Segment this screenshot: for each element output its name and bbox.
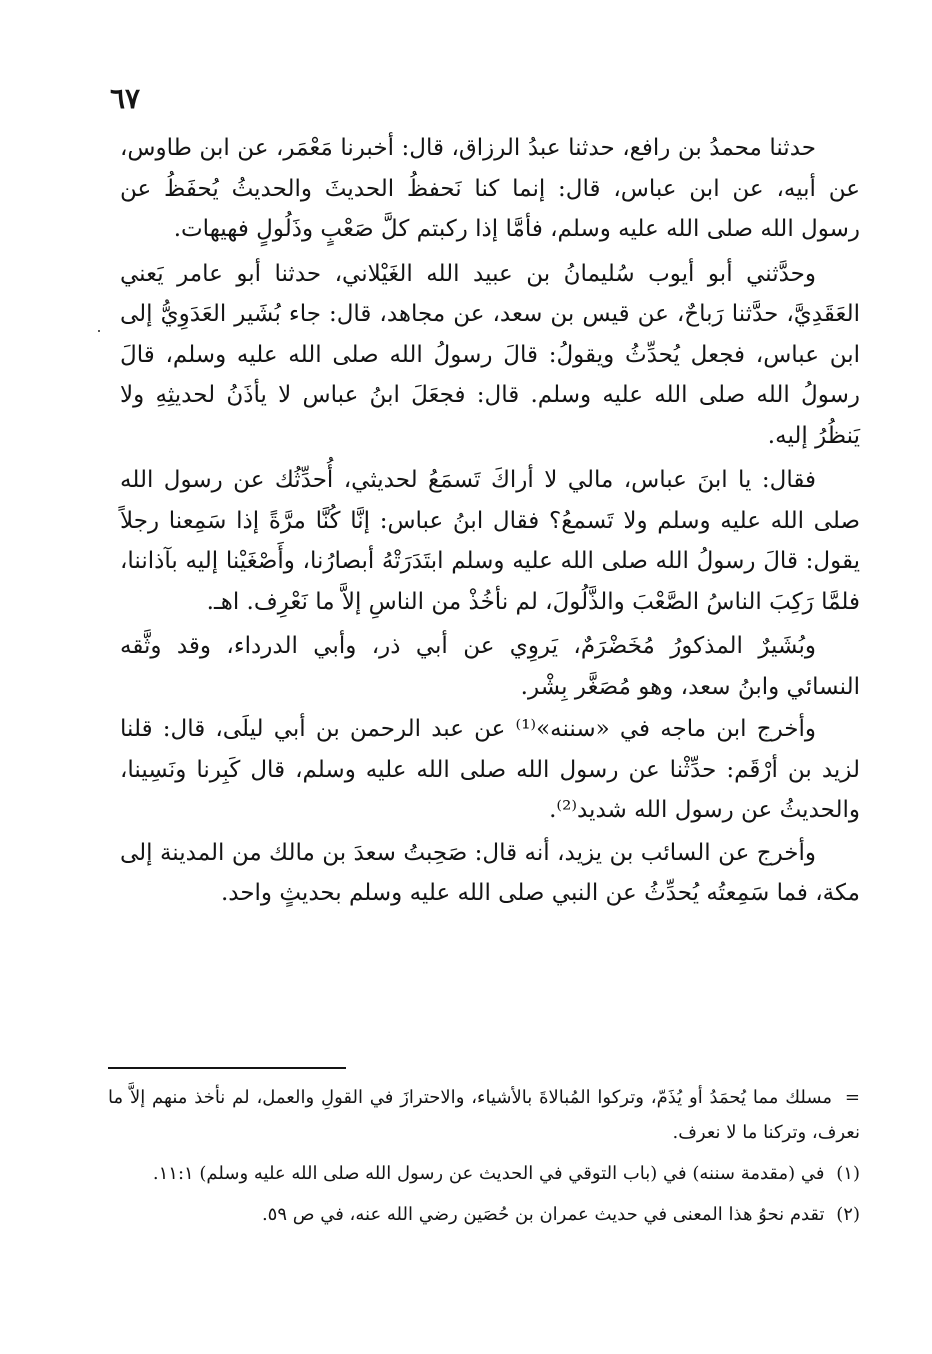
footnote-divider <box>108 1067 346 1069</box>
paragraph-3: فقال: يا ابنَ عباس، مالي لا أراكَ تَسمَعُ لحديثي، أُحدِّثُك عن رسول الله صلى الله عليه وسلم ولا تَسمعُ؟ فقال ابنُ عباس: إنَّا كُنَّا مرَّةً إذا سَمِعنا رجلاً يقول: قالَ رسولُ الله صلى الله عليه وسلم ابتَدَرَتْهُ أبصارُنا، وأَصْغَيْنا إليه بآذاننا، فلمَّا رَكِبَ الناسُ الصَّعْبَ والذَّلُولَ، لم نأخُذْ من الناسِ إلاَّ ما نَعْرِف. اهـ. <box>120 467 860 615</box>
footnote-number: (٢) <box>836 1204 860 1225</box>
footnote-continuation <box>108 1080 860 1150</box>
paragraph-2: وحدَّثني أبو أيوب سُليمانُ بن عبيد الله الغَيْلاني، حدثنا أبو عامر يَعني العَقَدِيَّ، حدَّثنا رَباحٌ، عن قيس بن سعد، عن مجاهد، قال: جاء بُشَير العَدَوِيُّ إلى ابن عباس، فجعل يُحدِّثُ ويقولُ: قالَ رسولُ الله صلى الله عليه وسلم، قالَ رسولُ الله صلى الله عليه وسلم. قال: فجعَلَ ابنُ عباس لا يأذَنُ لحديثِهِ ولا يَنظُرُ إليه. <box>120 260 860 449</box>
footnote-number: (١) <box>836 1163 860 1184</box>
footnote-1 <box>108 1156 860 1191</box>
paragraph-1: حدثنا محمدُ بن رافع، حدثنا عبدُ الرزاق، قال: أخبرنا مَعْمَر، عن ابن طاوس، عن أبيه، عن ابن عباس، قال: إنما كنا نَحفظُ الحديثَ والحديثُ يُحفَظُ عن رسول الله صلى الله عليه وسلم، فأمَّا إذا ركبتم كلَّ صَعْبٍ وذَلُولٍ فهيهات. <box>120 135 860 242</box>
footnote-2 <box>108 1197 860 1232</box>
paragraph-4: وبُشَيرٌ المذكورُ مُخَضْرَمٌ، يَروِي عن أبي ذر، وأبي الدرداء، وقد وثَّقه النسائي وابنُ سعد، وهو مُصَغَّر بِشْر. <box>120 633 860 700</box>
continuation-marker: = <box>844 1087 860 1108</box>
paragraph-5: وأخرج ابن ماجه في «سننه»⁽¹⁾ عن عبد الرحمن بن أبي ليلَى، قال: قلنا لزيد بن أرْقَم: حدِّثْنا عن رسول الله صلى الله عليه وسلم، قال كَبِرنا ونَسِينا، والحديثُ عن رسول الله شديد⁽²⁾. <box>120 716 860 823</box>
main-text <box>120 128 860 918</box>
footnote-text: في (مقدمة سننه) في (باب التوقي في الحديث عن رسول الله صلى الله عليه وسلم) ١١:١. <box>152 1163 825 1184</box>
footnote-continuation-text: مسلك مما يُحمَدُ أو يُذَمّ، وتركوا المُبالاةَ بالأشياء، والاحترازَ في القولِ والعمل، لم نأخذ منهم إلاَّ ما نعرف، وتركنا ما لا نعرف. <box>108 1087 860 1143</box>
page-number: ٦٧ <box>110 82 141 115</box>
footnote-text: تقدم نحوُ هذا المعنى في حديث عمران بن حُصَين رضي الله عنه، في ص ٥٩. <box>261 1204 825 1225</box>
paragraph-6: وأخرج عن السائب بن يزيد، أنه قال: صَحِبتُ سعدَ بن مالك من المدينة إلى مكة، فما سَمِعتُه يُحدِّثُ عن النبي صلى الله عليه وسلم بحديثٍ واحد. <box>120 839 860 906</box>
footnotes <box>108 1080 860 1238</box>
margin-mark <box>98 330 100 332</box>
